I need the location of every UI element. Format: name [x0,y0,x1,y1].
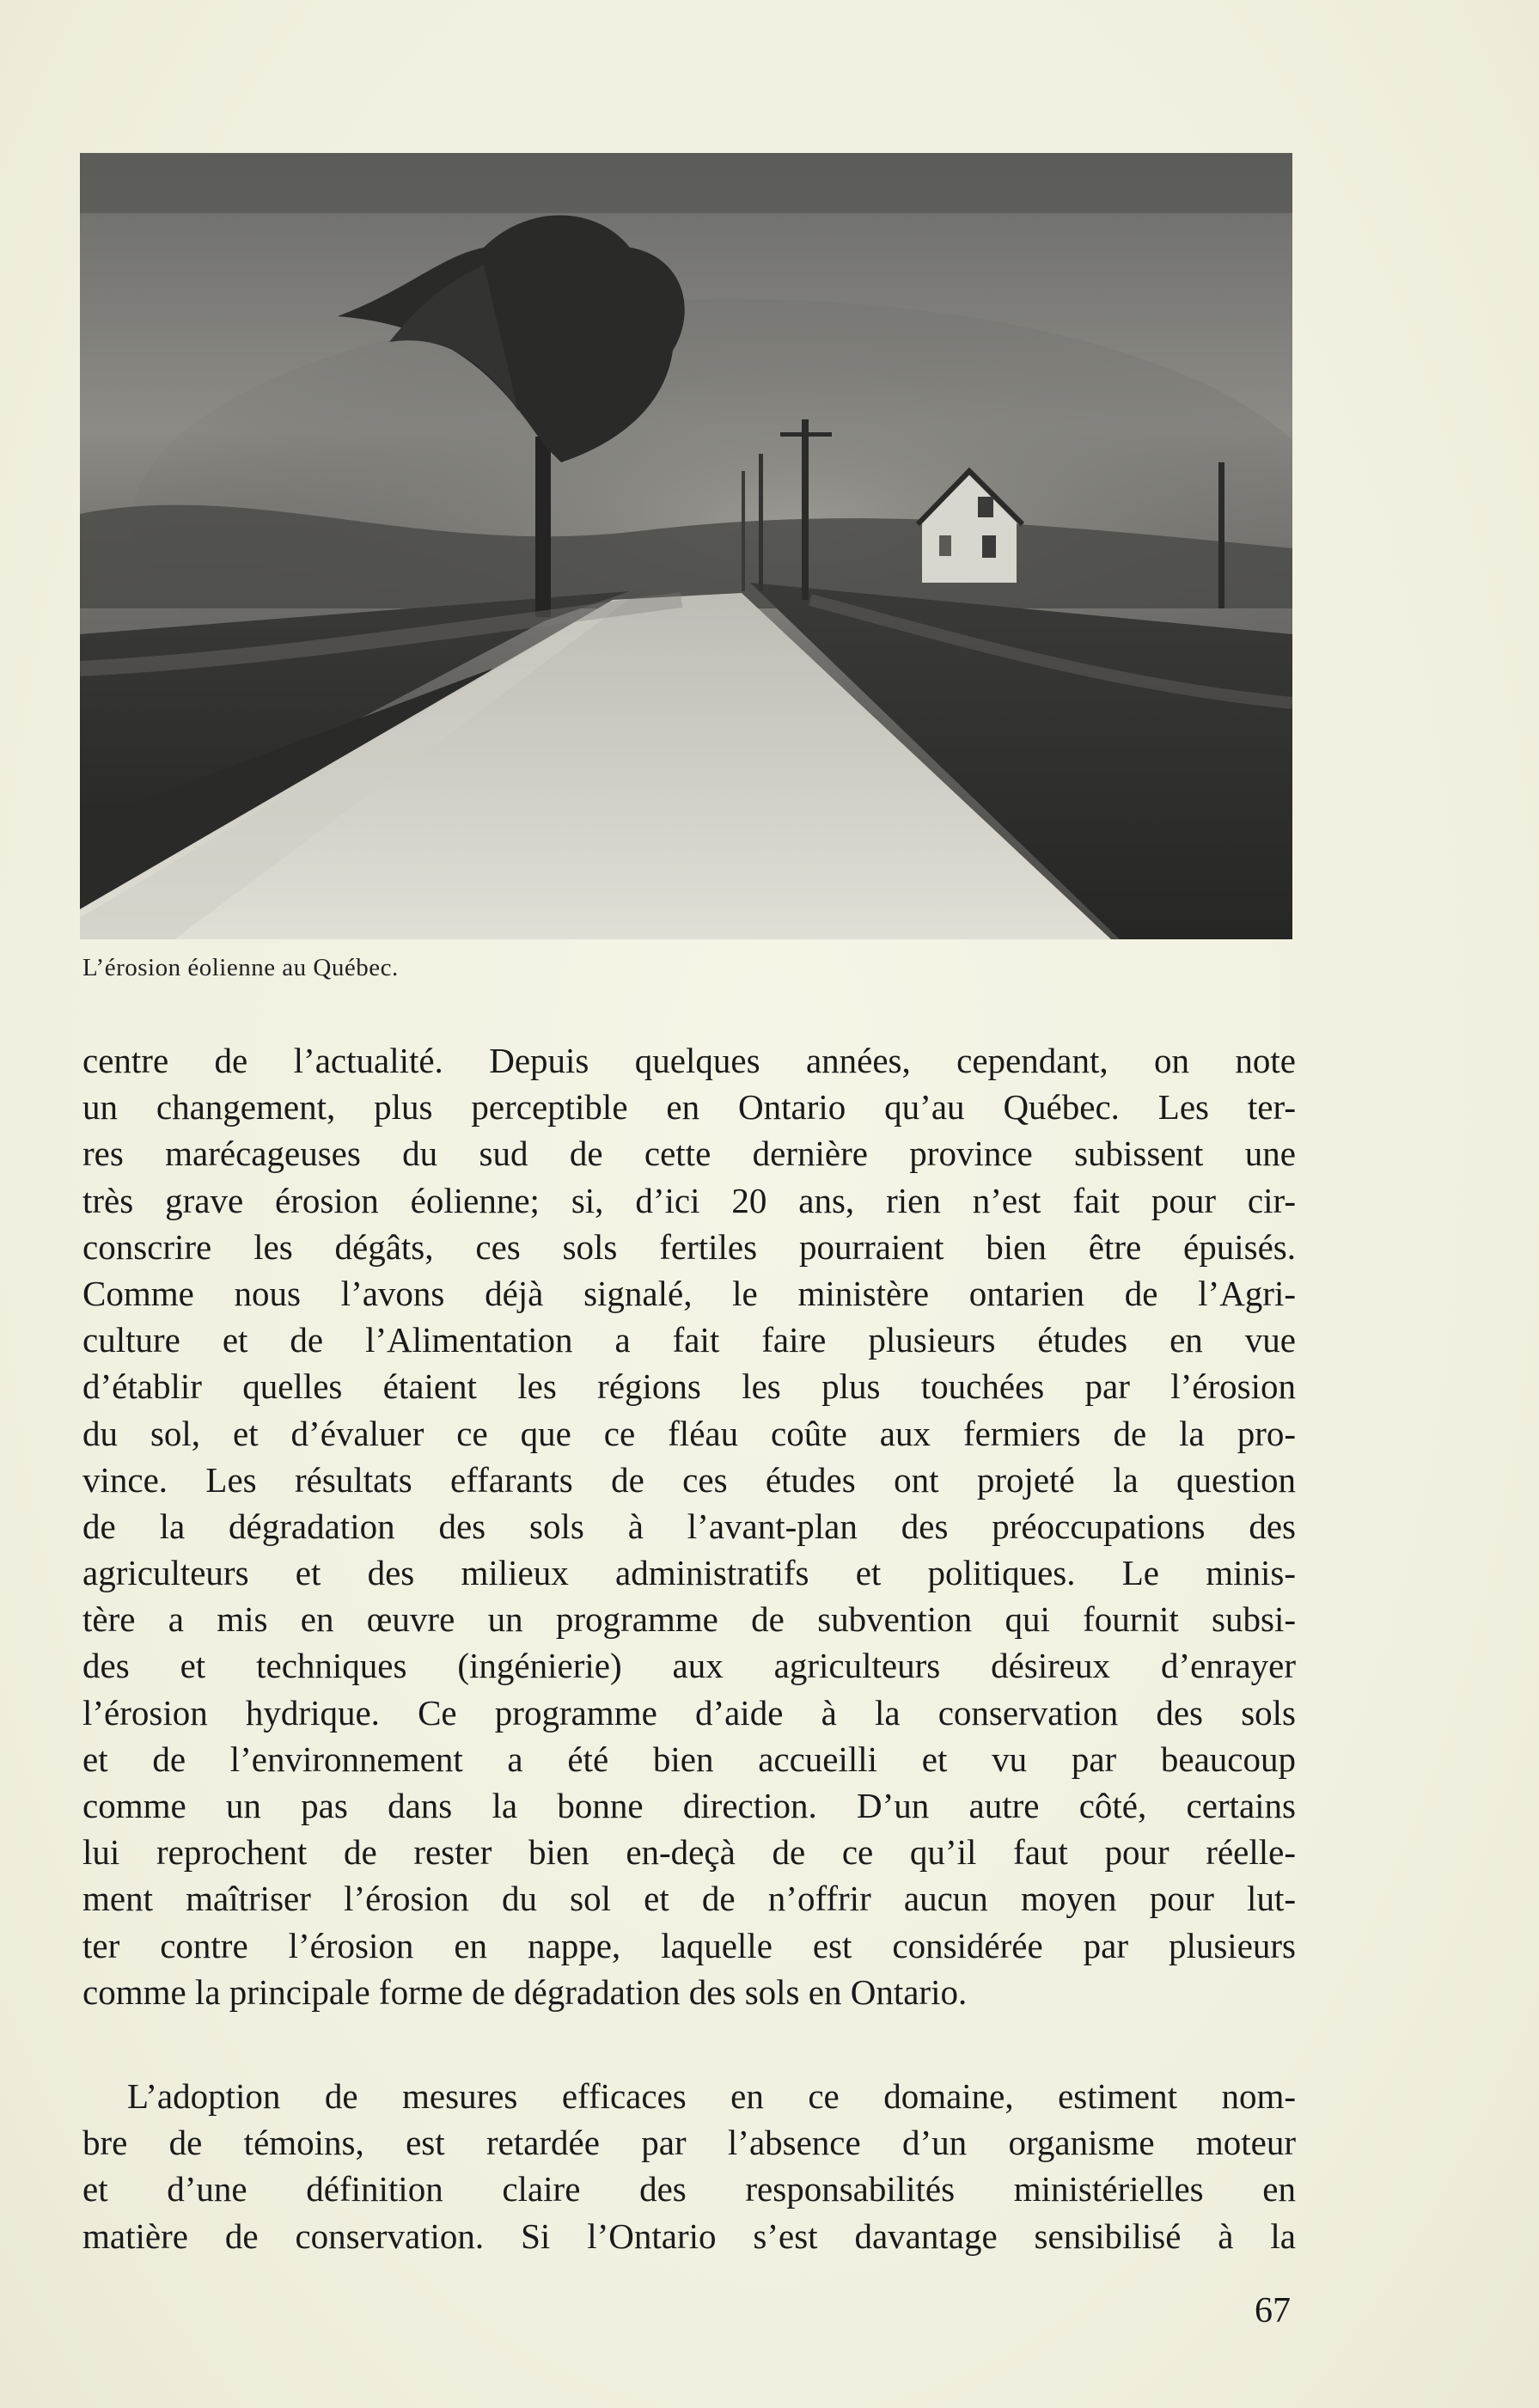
text-line: et d’une définition claire des responsabilités ministérielles en [82,2169,1296,2209]
text-line: d’établir quelles étaient les régions les plus touchées par l’érosion [82,1366,1296,1407]
paragraph-2 [82,2073,1296,2259]
text-line: agriculteurs et des milieux administratifs et politiques. Le minis- [82,1553,1296,1593]
page-number: 67 [1255,2291,1291,2331]
text-line: du sol, et d’évaluer ce que ce fléau coûte aux fermiers de la pro- [82,1413,1296,1453]
text-line: des et techniques (ingénierie) aux agriculteurs désireux d’enrayer [82,1646,1296,1686]
text-line: culture et de l’Alimentation a fait faire plusieurs études en vue [82,1320,1296,1360]
text-line: res marécageuses du sud de cette dernière province subissent une [82,1134,1296,1174]
text-line: et de l’environnement a été bien accueilli et vu par beaucoup [82,1739,1296,1779]
text-line: vince. Les résultats effarants de ces études ont projeté la question [82,1459,1296,1500]
text-line: Comme nous l’avons déjà signalé, le ministère ontarien de l’Agri- [82,1273,1296,1313]
photo-illustration [80,153,1292,939]
text-line: un changement, plus perceptible en Ontario qu’au Québec. Les ter- [82,1087,1296,1128]
text-line: l’érosion hydrique. Ce programme d’aide à la conservation des sols [82,1692,1296,1733]
text-line: lui reprochent de rester bien en-deçà de ce qu’il faut pour réelle- [82,1832,1296,1873]
photo-caption: L’érosion éolienne au Québec. [82,954,399,981]
text-line: centre de l’actualité. Depuis quelques années, cependant, on note [82,1041,1296,1080]
photo-wind-erosion-road [80,153,1292,939]
text-line: matière de conservation. Si l’Ontario s’est davantage sensibilisé à la [82,2215,1296,2256]
text-line: tère a mis en œuvre un programme de subvention qui fournit subsi- [82,1599,1296,1640]
text-line: comme la principale forme de dégradation des sols en Ontario. [82,1971,968,2012]
paragraph-1 [82,1037,1296,2015]
text-line: L’adoption de mesures efficaces en ce domaine, estiment nom- [127,2076,1296,2116]
text-line: ment maîtriser l’érosion du sol et de n’offrir aucun moyen pour lut- [82,1879,1296,1919]
text-line: ter contre l’érosion en nappe, laquelle est considérée par plusieurs [82,1925,1296,1965]
text-line: très grave érosion éolienne; si, d’ici 20 ans, rien n’est fait pour cir- [82,1180,1296,1220]
text-line: bre de témoins, est retardée par l’absence d’un organisme moteur [82,2123,1296,2163]
text-line: comme un pas dans la bonne direction. D’un autre côté, certains [82,1786,1296,1825]
text-line: de la dégradation des sols à l’avant-plan des préoccupations des [82,1506,1296,1546]
text-line: conscrire les dégâts, ces sols fertiles pourraient bien être épuisés. [82,1226,1296,1267]
